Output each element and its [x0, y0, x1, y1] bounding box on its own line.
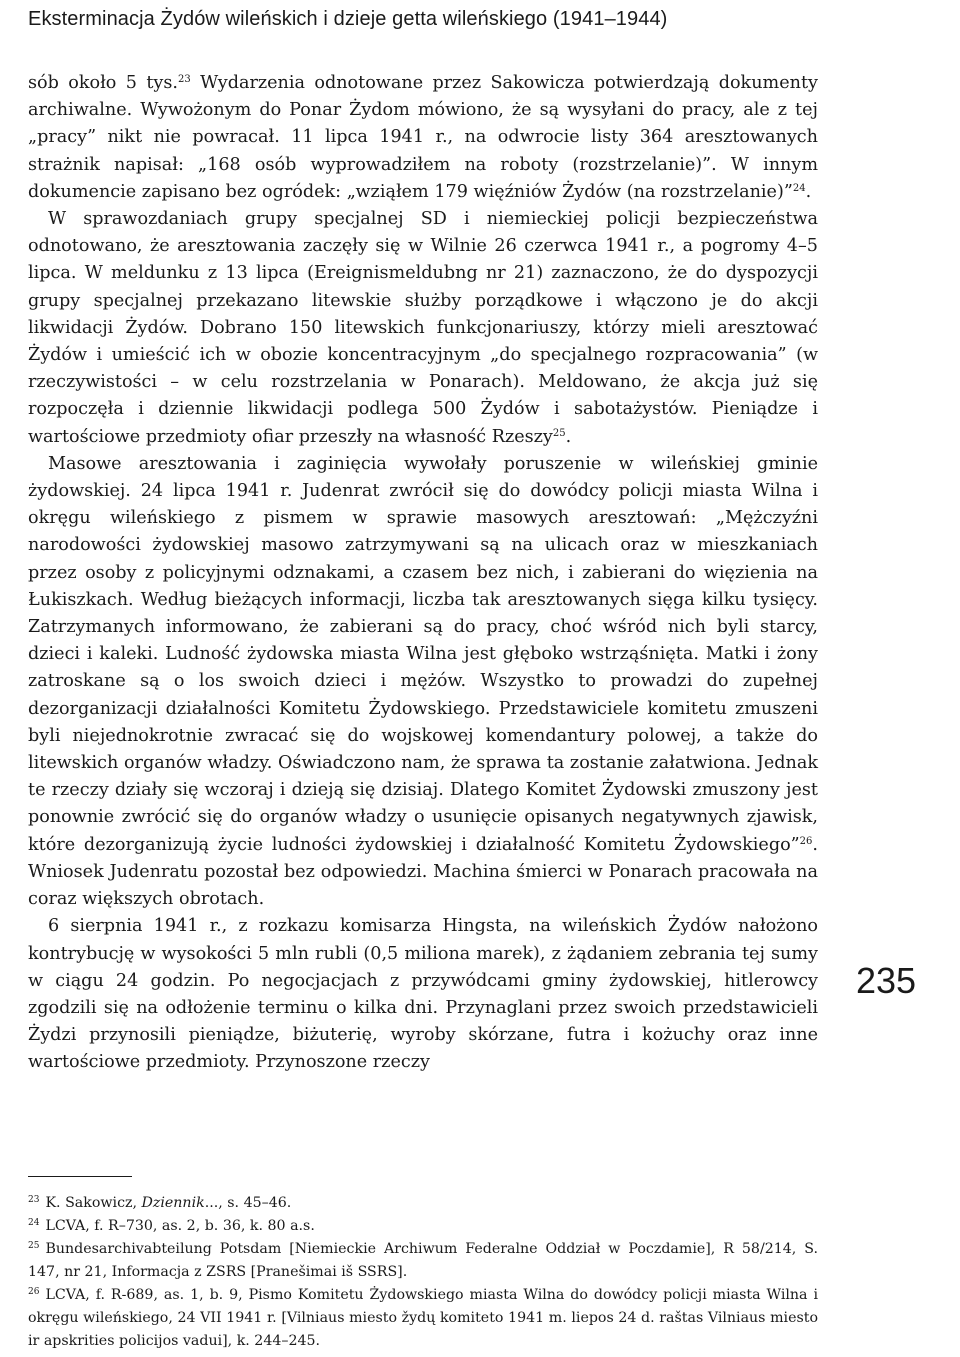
paragraph-text: . Wniosek Judenratu pozostał bez odpowiedzi. Machina śmierci w Ponarach pracowała na coraz większych obrotach.	[28, 834, 818, 910]
footnote-text: ..., s. 45–46.	[204, 1195, 292, 1211]
paragraph-2	[28, 206, 818, 451]
paragraph-text: Wydarzenia odnotowane przez Sakowicza potwierdzają dokumenty archiwalne. Wywożonym do Ponar Żydom mówiono, że są wysyłani do pracy, ale z tej „pracy” nikt nie powracał. 11 lipca 1941 r., na odwrocie listy 364 aresztowanych strażnik napisał: „168 osób wyprowadziłem na roboty (rozstrzelanie)”. W innym dokumencie zapisano bez ogródek: „wziąłem 179 więźniów Żydów (na rozstrzelanie)”	[28, 73, 818, 202]
paragraph-1	[28, 70, 818, 206]
paragraph-4	[28, 913, 818, 1076]
paragraph-text: .	[565, 426, 572, 447]
footnote-text: LCVA, f. R-689, as. 1, b. 9, Pismo Komitetu Żydowskiego miasta Wilna do dowódcy policji miasta Wilna i okręgu wileńskiego, 24 VII 1941 r. [Vilniaus miesto žydų komiteto 1941 m. liepos 24 d. raštas Vilniaus miesto ir apskrities policijos vadui], k. 244–245.	[28, 1287, 818, 1349]
footnote-ref-25[interactable]: 25	[552, 427, 566, 439]
footnote-ref-26[interactable]: 26	[799, 835, 813, 847]
footnote-text: LCVA, f. R–730, as. 2, b. 36, k. 80 a.s.	[45, 1218, 315, 1234]
footnote-25	[28, 1238, 818, 1284]
footnote-26	[28, 1284, 818, 1353]
footnote-text: K. Sakowicz,	[45, 1195, 142, 1211]
paragraph-text: W sprawozdaniach grupy specjalnej SD i niemieckiej policji bezpieczeństwa odnotowano, że aresztowania zaczęły się w Wilnie 26 czerwca 1941 r., a pogromy 4–5 lipca. W meldunku z 13 lipca (Ereignismeldubng nr 21) zaznaczono, że do dyspozycji grupy specjalnej przekazano litewskie służby porządkowe i włączono je do akcji likwidacji Żydów. Dobrano 150 litewskich funkcjonariuszy, którzy mieli aresztować Żydów i umieścić ich w obozie koncentracyjnym „do specjalnego rozpracowania” (w rzeczywistości – w celu rozstrzelania w Ponarach). Meldowano, że akcja już się rozpoczęła i dziennie likwidacji podlega 500 Żydów i sabotażystów. Pieniądze i wartościowe przedmioty ofiar przeszły na własność Rzeszy	[28, 209, 818, 447]
paragraph-text: 6 sierpnia 1941 r., z rozkazu komisarza Hingsta, na wileńskich Żydów nałożono kontrybucję w wysokości 5 mln rubli (0,5 miliona marek), z żądaniem zebrania tej sumy w ciągu 24 godzin. Po negocjacjach z przywódcami gminy żydowskiej, hitlerowcy zgodzili się na odłożenie terminu o kilka dni. Przynaglani przez swoich przedstawicieli Żydzi przynosili pieniądze, biżuterię, wyroby skórzane, futra i kożuchy oraz inne wartościowe przedmioty. Przynoszone rzeczy	[28, 916, 818, 1073]
page-number: 235	[856, 960, 917, 1001]
paragraph-3	[28, 451, 818, 913]
footnote-number: 23	[28, 1195, 40, 1205]
footnote-ref-23[interactable]: 23	[177, 74, 191, 85]
footnote-number: 26	[28, 1287, 40, 1297]
paragraph-text: Masowe aresztowania i zaginięcia wywołały poruszenie w wileńskiej gminie żydowskiej. 24 lipca 1941 r. Judenrat zwrócił się do dowódcy policji miasta Wilna i okręgu wileńskiego z pismem w sprawie masowych aresztowań: „Mężczyźni narodowości żydowskiej masowo zatrzymywani są na ulicach oraz w mieszkaniach przez osoby z policyjnymi odznakami, a czasem bez nich, i zabierani do więzienia na Łukiszkach. Według bieżących informacji, liczba tak aresztowanych sięga kilku tysięcy. Zatrzymanych informowano, że zabierani są do pracy, choć wśród nich byli starcy, dzieci i kaleki. Ludność żydowska miasta Wilna jest głęboko wstrząśnięta. Matki i żony zatroskane są o los swoich dzieci i mężów. Wszystko to prowadzi do zupełnej dezorganizacji działalności Komitetu Żydowskiego. Przedstawiciele komitetu zmuszeni byli niejednokrotnie zwracać się do wojskowej komendantury polowej, a także do litewskich organów władzy. Oświadczono nam, że sprawa ta zostanie załatwiona. Jednak te rzeczy działy się wczoraj i dzieją się dzisiaj. Dlatego Komitet Żydowski zmuszony jest ponownie zwrócić się do organów władzy o usunięcie opisanych negatywnych zjawisk, które dezorganizują życie ludności żydowskiej i działalność Komitetu Żydowskiego”	[28, 453, 818, 855]
footnote-text: Bundesarchivabteilung Potsdam [Niemieckie Archiwum Federalne Oddział w Poczdamie], R 58/214, S. 147, nr 21, Informacja z ZSRS [Pranešimai iš SSRS].	[28, 1241, 818, 1280]
footnote-title: Dziennik	[141, 1195, 205, 1211]
footnote-24	[28, 1215, 818, 1238]
footnote-separator	[28, 1176, 132, 1177]
running-header: Eksterminacja Żydów wileńskich i dzieje getta wileńskiego (1941–1944)	[28, 8, 668, 30]
footnote-number: 24	[28, 1218, 40, 1228]
footnote-ref-24[interactable]: 24	[792, 182, 806, 194]
body-text	[28, 70, 818, 1077]
footnote-number: 25	[28, 1241, 40, 1251]
footnotes	[28, 1192, 818, 1353]
footnote-23	[28, 1192, 818, 1215]
paragraph-text: sób około 5 tys.	[28, 73, 178, 93]
paragraph-text: .	[805, 181, 812, 202]
